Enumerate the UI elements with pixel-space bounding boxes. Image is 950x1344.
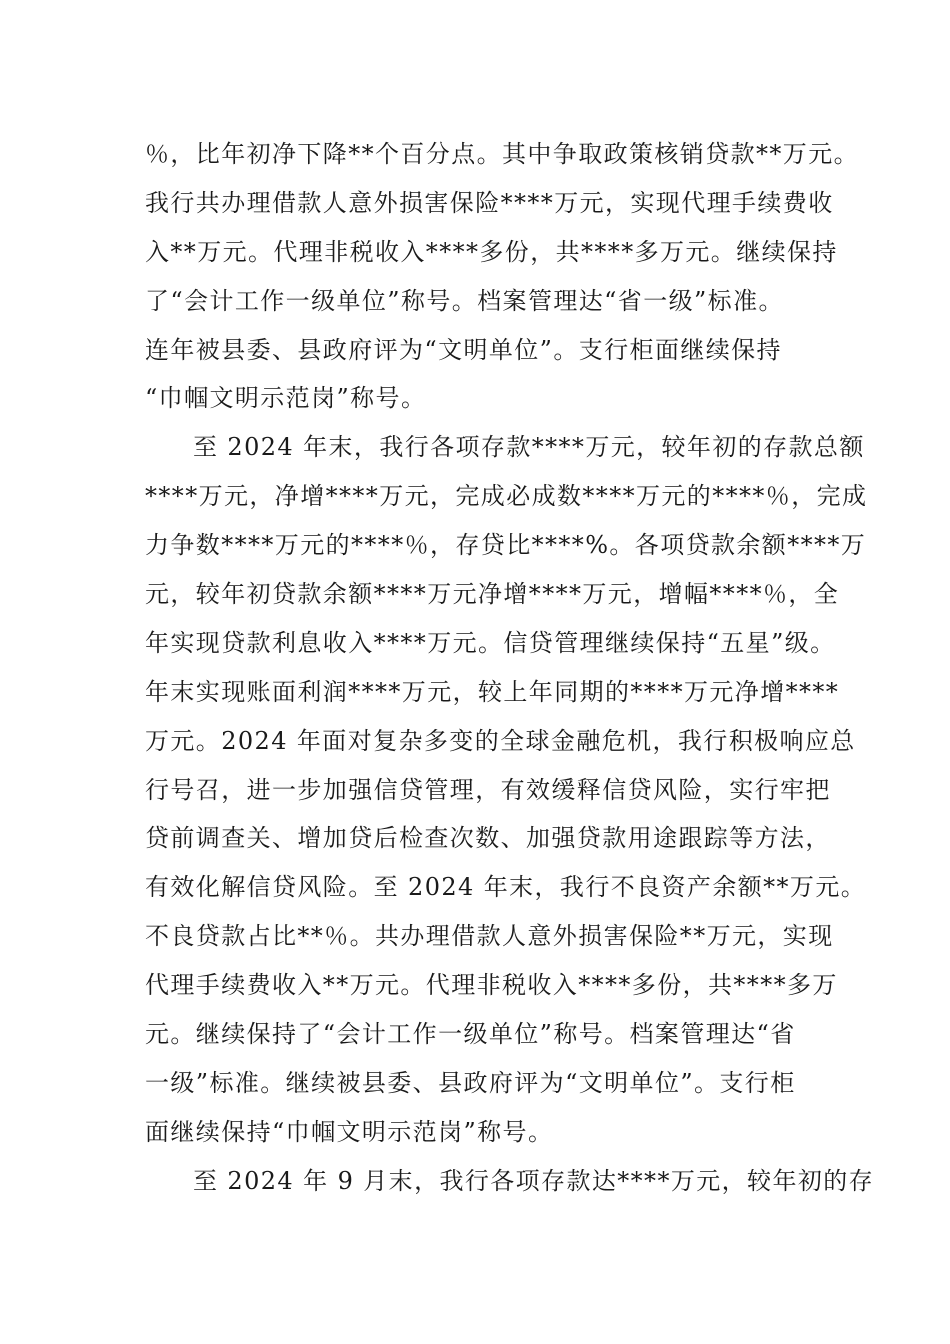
text-line: 我行共办理借款人意外损害保险****万元，实现代理手续费收: [145, 188, 834, 217]
text-line: 至 2024 年 9 月末，我行各项存款达****万元，较年初的存: [193, 1166, 875, 1195]
text-line: 连年被县委、县政府评为“文明单位”。支行柜面继续保持: [145, 335, 782, 364]
text-line: 贷前调查关、增加贷后检查次数、加强贷款用途跟踪等方法，: [145, 824, 831, 853]
text-line: 不良贷款占比**％。共办理借款人意外损害保险**万元，实现: [145, 922, 834, 951]
text-line: 元，较年初贷款余额****万元净增****万元，增幅****％，全: [145, 580, 840, 609]
text-line: “巾帼文明示范岗”称号。: [145, 384, 427, 413]
text-line: ％，比年初净下降**个百分点。其中争取政策核销贷款**万元。: [145, 140, 859, 168]
text-line: 年实现贷款利息收入****万元。信贷管理继续保持“五星”级。: [145, 628, 836, 657]
text-line: 力争数****万元的****％，存贷比****%。各项贷款余额****万: [145, 531, 867, 560]
text-line: 元。继续保持了“会计工作一级单位”称号。档案管理达“省: [145, 1020, 796, 1049]
text-line: 万元。2024 年面对复杂多变的全球金融危机，我行积极响应总: [145, 726, 856, 755]
text-line: 年末实现账面利润****万元，较上年同期的****万元净增****: [145, 677, 840, 706]
body-text: [145, 130, 875, 1206]
text-line: 入**万元。代理非税收入****多份，共****多万元。继续保持: [145, 237, 838, 266]
text-line: ****万元，净增****万元，完成必成数****万元的****％，完成: [145, 482, 868, 511]
text-line: 行号召，进一步加强信贷管理，有效缓释信贷风险，实行牢把: [145, 775, 831, 804]
text-line: 了“会计工作一级单位”称号。档案管理达“省一级”标准。: [145, 286, 784, 315]
text-line: 有效化解信贷风险。至 2024 年末，我行不良资产余额**万元。: [145, 873, 867, 902]
text-line: 至 2024 年末，我行各项存款****万元，较年初的存款总额: [193, 433, 865, 462]
text-line: 面继续保持“巾帼文明示范岗”称号。: [145, 1117, 554, 1146]
text-line: 代理手续费收入**万元。代理非税收入****多份，共****多万: [145, 971, 838, 1000]
text-line: 一级”标准。继续被县委、县政府评为“文明单位”。支行柜: [145, 1068, 796, 1097]
